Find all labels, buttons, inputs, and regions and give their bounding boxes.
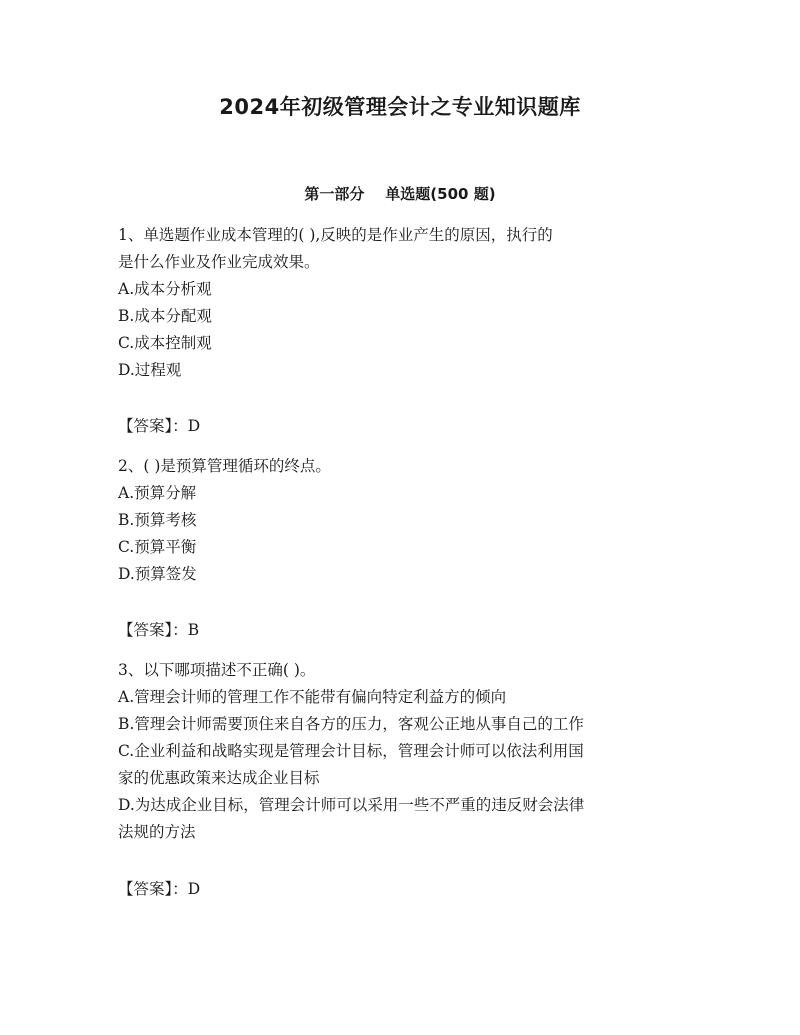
question-1 bbox=[118, 222, 678, 384]
answer-2 bbox=[118, 617, 199, 644]
section-title: 第一部分 单选题(500 题) bbox=[304, 185, 496, 203]
answer-3 bbox=[118, 876, 200, 903]
option-c: C.企业利益和战略实现是管理会计目标，管理会计师可以依法利用国 bbox=[118, 742, 584, 760]
answer-value: B bbox=[187, 621, 200, 639]
answer-1 bbox=[118, 413, 200, 440]
option-b: B.预算考核 bbox=[118, 511, 197, 529]
document-title: 2024年初级管理会计之专业知识题库 bbox=[219, 95, 581, 119]
answer-value: D bbox=[187, 880, 201, 898]
question-stem-line: 1、单选题作业成本管理的( ),反映的是作业产生的原因，执行的 bbox=[118, 226, 553, 244]
option-d: D.过程观 bbox=[118, 361, 182, 379]
option-d: D.预算签发 bbox=[118, 565, 197, 583]
answer-label: 【答案】： bbox=[118, 880, 188, 898]
option-a: A.管理会计师的管理工作不能带有偏向特定利益方的倾向 bbox=[118, 688, 507, 706]
question-stem-line: 3、以下哪项描述不正确( )。 bbox=[118, 661, 316, 679]
option-c-continued: 家的优惠政策来达成企业目标 bbox=[118, 769, 320, 787]
option-a: A.预算分解 bbox=[118, 484, 197, 502]
option-b: B.成本分配观 bbox=[118, 307, 212, 325]
question-3 bbox=[118, 657, 678, 846]
option-a: A.成本分析观 bbox=[118, 280, 212, 298]
question-2 bbox=[118, 453, 678, 588]
option-c: C.成本控制观 bbox=[118, 334, 212, 352]
answer-label: 【答案】： bbox=[118, 621, 188, 639]
option-b: B.管理会计师需要顶住来自各方的压力，客观公正地从事自己的工作 bbox=[118, 715, 584, 733]
question-stem-line: 2、( )是预算管理循环的终点。 bbox=[118, 457, 331, 475]
option-d: D.为达成企业目标，管理会计师可以采用一些不严重的违反财会法律 bbox=[118, 796, 585, 814]
option-c: C.预算平衡 bbox=[118, 538, 197, 556]
answer-value: D bbox=[187, 417, 201, 435]
question-stem-line: 是什么作业及作业完成效果。 bbox=[118, 253, 320, 271]
option-d-continued: 法规的方法 bbox=[118, 823, 196, 841]
answer-label: 【答案】： bbox=[118, 417, 188, 435]
